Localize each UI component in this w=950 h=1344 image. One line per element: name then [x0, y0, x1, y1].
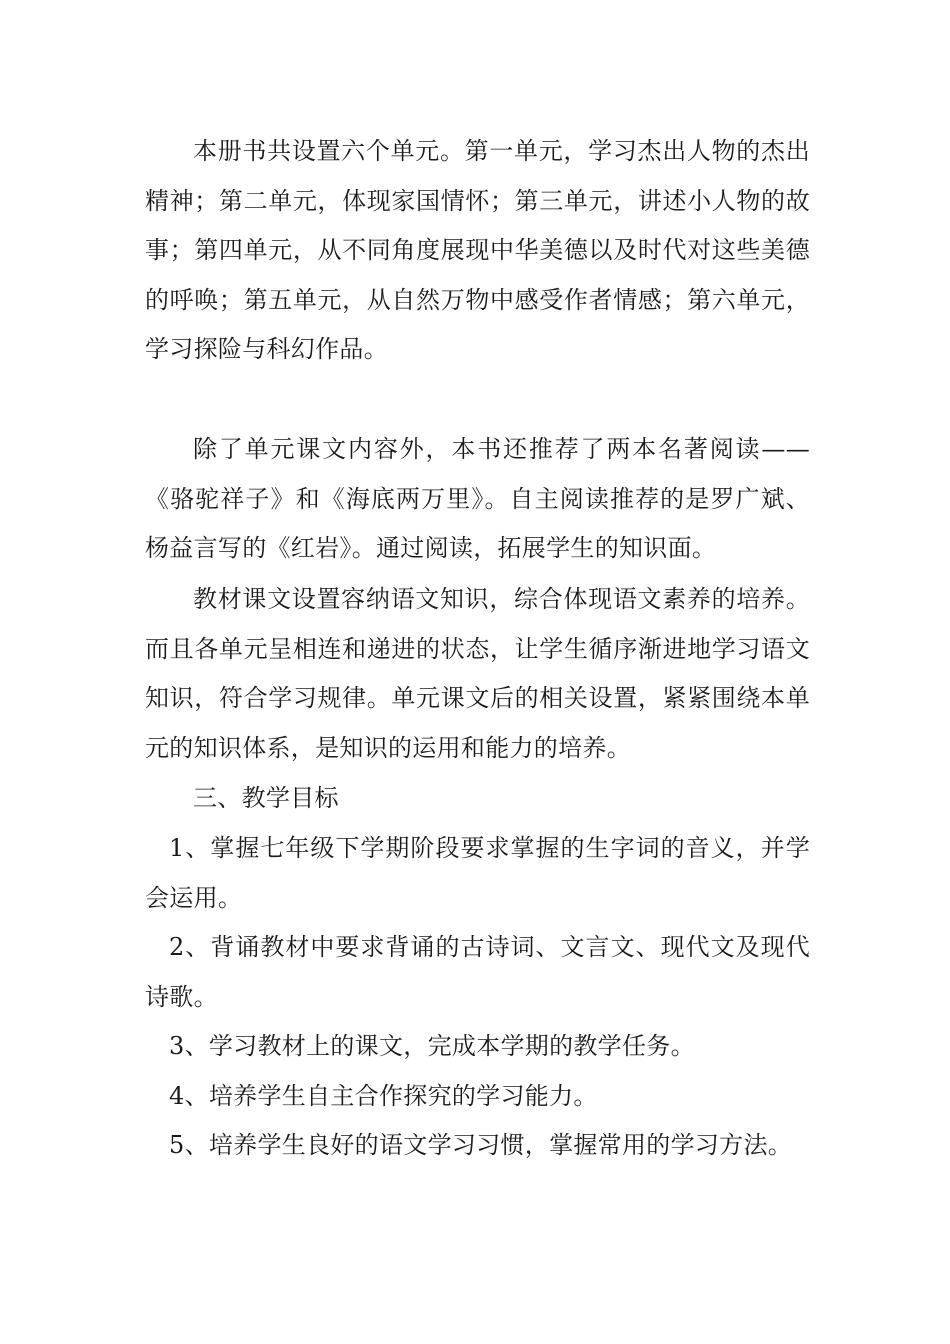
paragraph-units: 本册书共设置六个单元。第一单元，学习杰出人物的杰出精神；第二单元，体现家国情怀；第三单元，讲述小人物的故事；第四单元，从不同角度展现中华美德以及时代对这些美德的呼唤；第五单元，从自然万物中感受作者情感；第六单元，学习探险与科幻作品。 — [145, 137, 810, 363]
goal-item-2: 2、背诵教材中要求背诵的古诗词、文言文、现代文及现代诗歌。 — [145, 933, 810, 1011]
goal-item-4: 4、培养学生自主合作探究的学习能力。 — [169, 1082, 598, 1110]
paragraph-textbook: 教材课文设置容纳语文知识，综合体现语文素养的培养。而且各单元呈相连和递进的状态，让学生循序渐进地学习语文知识，符合学习规律。单元课文后的相关设置，紧紧围绕本单元的知识体系，是知识的运用和能力的培养。 — [145, 585, 810, 762]
section-heading: 三、教学目标 — [193, 784, 339, 812]
paragraph-reading: 除了单元课文内容外，本书还推荐了两本名著阅读——《骆驼祥子》和《海底两万里》。自主阅读推荐的是罗广斌、杨益言写的《红岩》。通过阅读，拓展学生的知识面。 — [145, 435, 810, 562]
goal-item-1: 1、掌握七年级下学期阶段要求掌握的生字词的音义，并学会运用。 — [145, 834, 810, 912]
goal-item-5: 5、培养学生良好的语文学习习惯，掌握常用的学习方法。 — [169, 1131, 793, 1159]
goal-item-3: 3、学习教材上的课文，完成本学期的教学任务。 — [169, 1032, 695, 1060]
